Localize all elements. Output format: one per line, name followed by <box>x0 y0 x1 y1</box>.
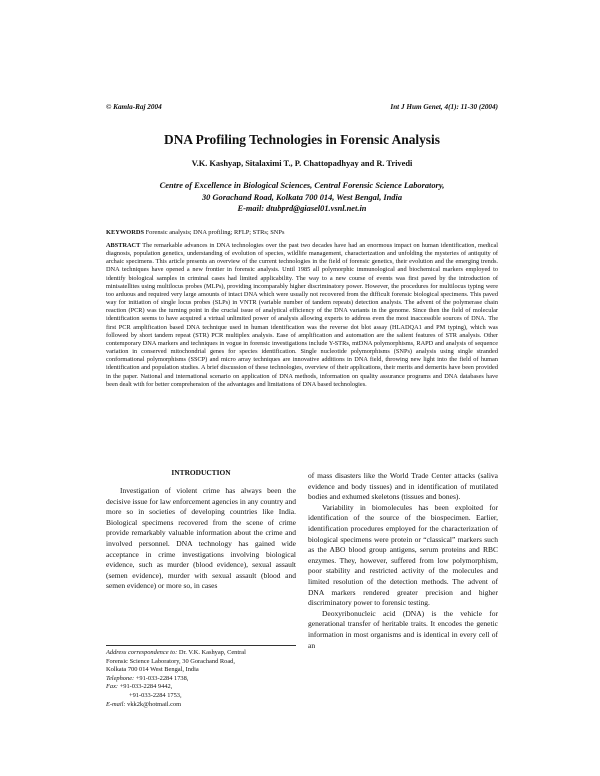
correspondence-label: Address correspondence to: <box>106 649 178 656</box>
running-header <box>106 103 498 115</box>
journal-citation: Int J Hum Genet, 4(1): 11-30 (2004) <box>390 103 498 111</box>
keywords-text: Forensic analysis; DNA profiling; RFLP; STRs; SNPs <box>145 229 285 236</box>
telephone-number: +91-033-2284 1738, <box>135 674 189 682</box>
abstract-label: ABSTRACT <box>106 242 141 249</box>
fax-number: +91-033-2284 9442, <box>119 683 173 691</box>
correspondence-footnote <box>106 645 296 709</box>
author-list: V.K. Kashyap, Sitalaximi T., P. Chattopadhyay and R. Trivedi <box>191 159 413 168</box>
fax-number: +91-033-2284 1753, <box>129 691 182 699</box>
telephone-label: Telephone: <box>106 674 135 682</box>
body-paragraph: Investigation of violent crime has always been the decisive issue for law enforcement agencies in any country and more so in societies of developing countries like India. Biological specimens recovered from the scene of crime provide remarkably valuable information about the crime and involved personnel. DNA technology has gained wide acceptance in crime investigations involving biological evidence, such as murder (blood evidence), sexual assault (semen evidence), murder with sexual assault (blood and semen evidence) or more so, in cases <box>106 486 296 591</box>
affiliation <box>100 180 504 215</box>
keywords <box>106 229 498 236</box>
correspondence-address: Kolkata 700 014 West Bengal, India <box>106 666 199 674</box>
email-address: vkk2k@hotmail.com <box>127 700 182 708</box>
affiliation-email: E-mail: dtubprd@giasel01.vsnl.net.in <box>237 204 367 213</box>
keywords-label: KEYWORDS <box>106 229 144 236</box>
body-paragraph: of mass disasters like the World Trade Center attacks (saliva evidence and body tissues) and in identification of mutilated bodies and exhumed skeletons (tissues and bones). <box>308 471 498 502</box>
affiliation-line: 30 Gorachand Road, Kolkata 700 014, West Bengal, India <box>201 192 403 202</box>
correspondence-name: Dr. V.K. Kashyap, Central <box>178 649 246 656</box>
correspondence-address: Forensic Science Laboratory, 30 Gorachand Road, <box>106 657 235 665</box>
paper-title: DNA Profiling Technologies in Forensic Analysis <box>164 132 440 147</box>
section-heading-introduction: INTRODUCTION <box>171 468 231 477</box>
left-column <box>106 486 296 592</box>
abstract <box>106 242 498 389</box>
body-paragraph: Variability in biomolecules has been exploited for identification of the source of the biospecimen. Earlier, identification procedures employed for the characterization of biological specimens were protein or “classical” markers such as the ABO blood group antigens, serum proteins and RBC enzymes. They, however, suffered from low polymorphism, poor stability and restricted activity of the molecules and limited resolution of the detection methods. The advent of DNA markers rendered greater precision and higher discriminatory power to forensic testing. <box>308 502 498 608</box>
email-label: E-mail: <box>106 700 126 708</box>
body-paragraph: Deoxyribonucleic acid (DNA) is the vehicle for generational transfer of heritable traits. It encodes the genetic information in most organisms and is identical in every cell of an <box>308 608 498 650</box>
affiliation-line: Centre of Excellence in Biological Sciences, Central Forensic Science Laboratory, <box>159 181 445 190</box>
right-column <box>308 471 498 651</box>
copyright-notice: © Kamla-Raj 2004 <box>106 103 162 111</box>
fax-label: Fax: <box>106 683 119 691</box>
abstract-text: The remarkable advances in DNA technologies over the past two decades have had an enormous impact on human identification, medical diagnosis, population genetics, understanding of evolution of species, wildlife management, characterization and unfolding the mysteries of antiquity of archaic specimens. This article presents an overview of the current technologies in the field of forensic genetics, their evolution and the emerging trends. DNA techniques have opened a new frontier in forensic analysis. Until 1985 all polymorphic immunological and biochemical markers employed to identify biological samples in criminal cases had limited applicability. The way to a new course of events was first paved by the introduction of minisatellites using multilocus probes (MLPs), providing incomparably higher discriminatory power. However, the procedures for multilocus typing were too arduous and required very large amounts of intact DNA which were usually not recovered from the difficult forensic biological specimens. This paved way for initiation of single locus probes (SLPs) in VNTR (variable number of tandem repeats) detection analysis. The advent of the polymerase chain reaction (PCR) was the turning point in the crucial issue of analytical efficiency of the DNA variants in the genome. Since then the field of molecular identification seems to have acquired a virtual unlimited power of analysis allowing experts to address even the most inaccessible sources of DNA. The first PCR amplification based DNA technique used in human identification was the reverse dot blot assay (HLADQA1 and PM typing), which was followed by short tandem repeat (STR) PCR multiplex analysis. Ease of amplification and automation are the salient features of STR analysis. Other contemporary DNA markers and techniques in vogue in forensic investigations include Y-STRs, mtDNA polymorphisms, RAPD and analysis of sequence variation in conserved mitochondrial genes for species identification. Single nucleotide polymorphisms (SNPs) analysis using single stranded conformational polymorphisms (SSCP) and micro array techniques are innovative additions in DNA field, throwing new light into the field of human identification and population studies. A brief discussion of these technologies, overview of their applications, their merits and demerits have been provided in the paper. National and international scenario on application of DNA methods, information on quality assurance programs and DNA databases have been dealt with for better comprehension of the advantages and limitations of DNA based technologies. <box>106 242 498 388</box>
